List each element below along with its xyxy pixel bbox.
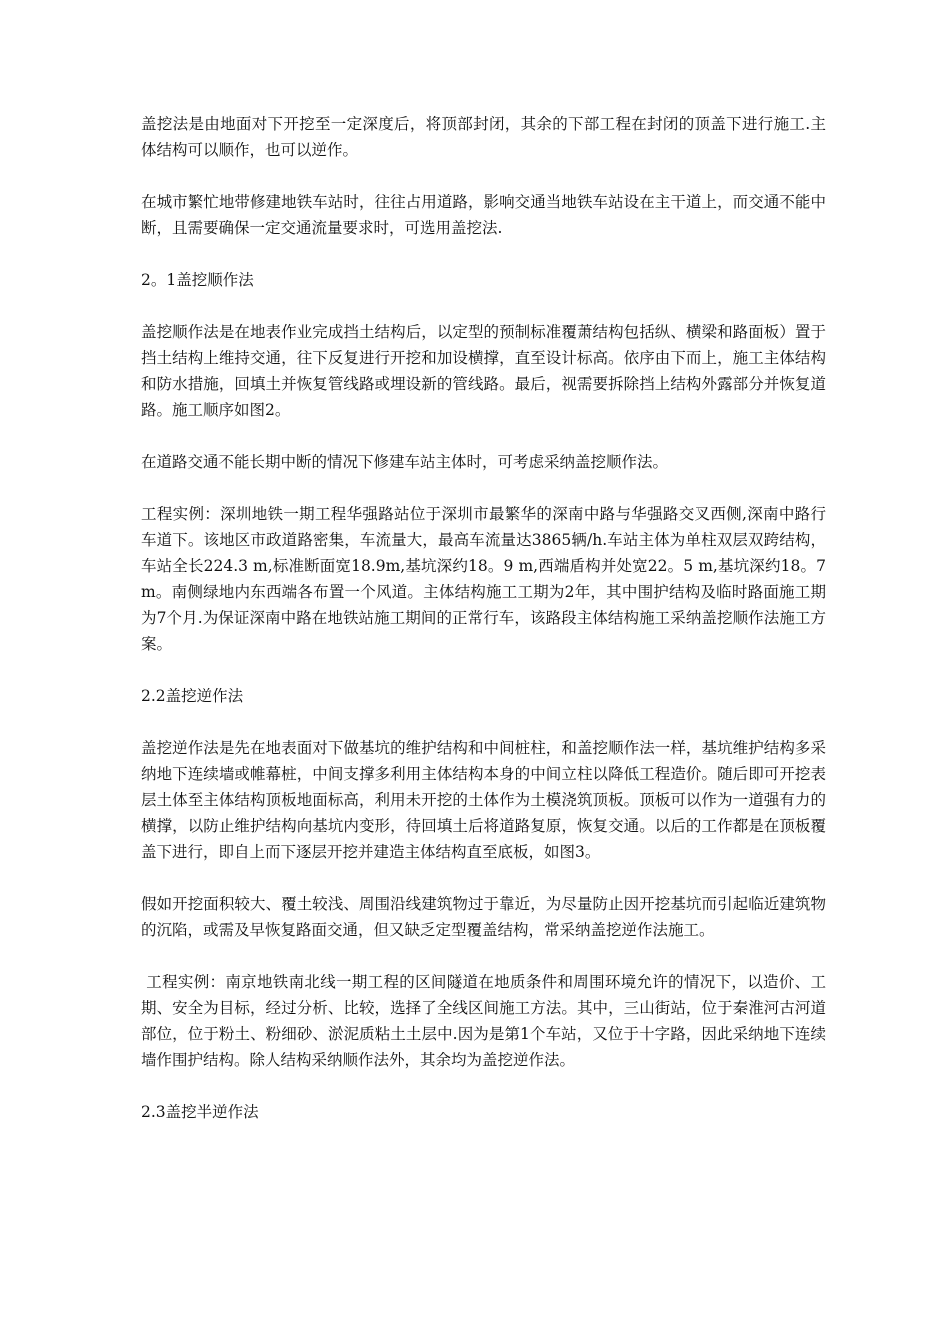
paragraph-reverse-condition: 假如开挖面积较大、覆土较浅、周围沿线建筑物过于靠近，为尽量防止因开挖基坑而引起临近建筑物的沉陷，或需及早恢复路面交通，但又缺乏定型覆盖结构，常采纳盖挖逆作法施工。 (141, 895, 826, 939)
document-body (141, 111, 831, 1151)
paragraph-forward-condition: 在道路交通不能长期中断的情况下修建车站主体时，可考虑采纳盖挖顺作法。 (141, 453, 669, 471)
section-heading-2-2: 2.2盖挖逆作法 (141, 687, 244, 705)
paragraph-shenzhen-example: 工程实例：深圳地铁一期工程华强路站位于深圳市最繁华的深南中路与华强路交叉西侧,深南中路行车道下。该地区市政道路密集，车流量大，最高车流量达3865辆/h.车站主体为单柱双层双跨结构，车站全长224.3 m,标准断面宽18.9m,基坑深约18。9 m,西端盾构并处宽22。5 m,基坑深约18。7 m。南侧绿地内东西端各布置一个风道。主体结构施工工期为2年，其中围护结构及临时路面施工期为7个月.为保证深南中路在地铁站施工期间的正常行车，该路段主体结构施工采纳盖挖顺作法施工方案。 (141, 505, 831, 653)
paragraph-usage: 在城市繁忙地带修建地铁车站时，往往占用道路，影响交通当地铁车站设在主干道上，而交通不能中断，且需要确保一定交通流量要求时，可选用盖挖法. (141, 193, 826, 237)
section-heading-2-3: 2.3盖挖半逆作法 (141, 1103, 259, 1121)
paragraph-nanjing-example: 工程实例：南京地铁南北线一期工程的区间隧道在地质条件和周围环境允许的情况下，以造价、工期、安全为目标，经过分析、比较，选择了全线区间施工方法。其中，三山街站，位于秦淮河古河道部位，位于粉土、粉细砂、淤泥质粘土土层中.因为是第1个车站，又位于十字路，因此采纳地下连续墙作围护结构。除人结构采纳顺作法外，其余均为盖挖逆作法。 (141, 973, 826, 1069)
section-heading-2-1: 2。1盖挖顺作法 (141, 271, 254, 289)
paragraph-cover-forward: 盖挖顺作法是在地表作业完成挡土结构后，以定型的预制标准覆萧结构包括纵、横梁和路面板）置于挡土结构上维持交通，往下反复进行开挖和加设横撑，直至设计标高。依序由下而上，施工主体结构和防水措施，回填土并恢复管线路或埋设新的管线路。最后，视需要拆除挡上结构外露部分并恢复道路。施工顺序如图2。 (141, 323, 826, 419)
paragraph-cover-reverse: 盖挖逆作法是先在地表面对下做基坑的维护结构和中间桩柱，和盖挖顺作法一样，基坑维护结构多采纳地下连续墙或帷幕桩，中间支撑多利用主体结构本身的中间立柱以降低工程造价。随后即可开挖表层土体至主体结构顶板地面标高，利用未开挖的土体作为土模浇筑顶板。顶板可以作为一道强有力的横撑，以防止维护结构向基坑内变形，待回填土后将道路复原，恢复交通。以后的工作都是在顶板覆盖下进行，即自上而下逐层开挖并建造主体结构直至底板，如图3。 (141, 739, 826, 861)
paragraph-intro: 盖挖法是由地面对下开挖至一定深度后，将顶部封闭，其余的下部工程在封闭的顶盖下进行施工.主体结构可以顺作，也可以逆作。 (141, 115, 826, 159)
